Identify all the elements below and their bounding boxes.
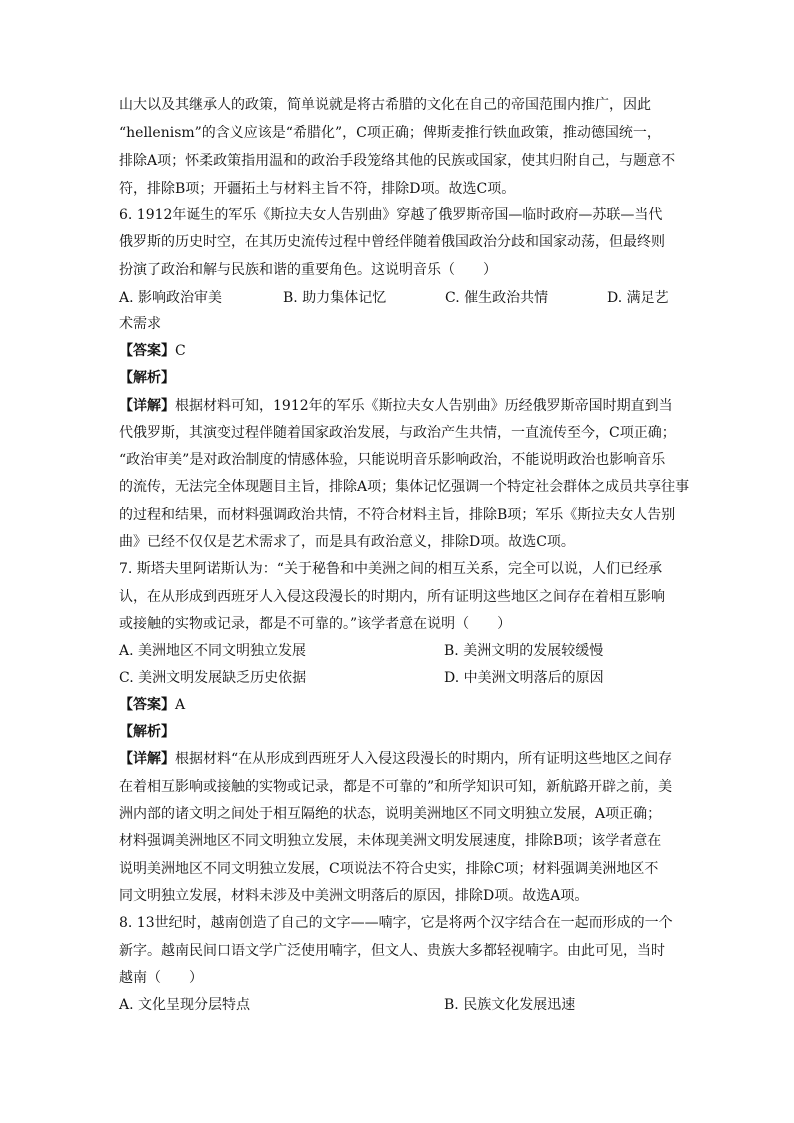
q7-detail-line-4: 材料强调美洲地区不同文明独立发展，未体现美洲文明发展速度，排除B项；该学者意在 <box>119 833 662 849</box>
prev-explanation-line-1: 山大以及其继承人的政策，简单说就是将古希腊的文化在自己的帝国范围内推广，因此 <box>119 97 651 113</box>
q7-detail-line-2: 在着相互影响或接触的实物或记录，都是不可靠的”和所学知识可知，新航路开辟之前，美 <box>119 779 673 795</box>
q6-analysis-heading <box>119 369 175 387</box>
q7-detail-line-6: 同文明独立发展，材料未涉及中美洲文明落后的原因，排除D项。故选A项。 <box>119 888 589 904</box>
q7-detail-text-1: 根据材料“在从形成到西班牙人入侵这段漫长的时期内，所有证明这些地区之间存 <box>175 751 673 767</box>
q6-detail-line-5: 的过程和结果，而材料强调政治共情，不符合材料主旨，排除B项；军乐《斯拉夫女人告别 <box>119 507 676 523</box>
q6-detail-line-4: 的流传，无法完全体现题目主旨，排除A项；集体记忆强调一个特定社会群体之成员共享往事 <box>119 479 690 495</box>
q6-stem-line-1: 6. 1912年诞生的军乐《斯拉夫女人告别曲》穿越了俄罗斯帝国—临时政府—苏联—当代 <box>119 207 663 223</box>
q8-option-a: A. 文化呈现分层特点 <box>119 997 251 1013</box>
q6-option-c: C. 催生政治共情 <box>445 290 549 306</box>
q6-detail-text-1: 根据材料可知，1912年的军乐《斯拉夫女人告别曲》历经俄罗斯帝国时期直到当 <box>175 398 673 414</box>
q7-option-a: A. 美洲地区不同文明独立发展 <box>119 643 307 659</box>
q7-answer-line <box>119 696 185 714</box>
q6-answer-value: C <box>175 343 186 359</box>
q8-stem-line-3: 越南（ ） <box>119 970 203 986</box>
q6-detail-line-2: 代俄罗斯，其演变过程伴随着国家政治发展，与政治产生共情，一直流传至今，C项正确； <box>119 425 676 441</box>
q6-stem-line-2: 俄罗斯的历史时空，在其历史流传过程中曾经伴随着俄国政治分歧和国家动荡，但最终则 <box>119 234 665 250</box>
q7-answer-tag: 【答案】 <box>119 697 175 713</box>
q7-option-c: C. 美洲文明发展缺乏历史依据 <box>119 670 307 686</box>
q8-option-b: B. 民族文化发展迅速 <box>444 997 576 1013</box>
q6-detail-line-6: 曲》已经不仅仅是艺术需求了，而是具有政治意义，排除D项。故选C项。 <box>119 534 575 550</box>
q7-detail-tag: 【详解】 <box>119 751 175 767</box>
q6-answer-tag: 【答案】 <box>119 343 175 359</box>
prev-explanation-line-3: 排除A项；怀柔政策指用温和的政治手段笼络其他的民族或国家，使其归附自己，与题意不 <box>119 153 676 169</box>
prev-explanation-line-4: 符，排除B项；开疆拓土与材料主旨不符，排除D项。故选C项。 <box>119 181 516 197</box>
q6-option-d: D. 满足艺 <box>607 290 669 306</box>
q6-option-b: B. 助力集体记忆 <box>283 290 387 306</box>
q6-detail-tag: 【详解】 <box>119 398 175 414</box>
q6-stem-line-3: 扮演了政治和解与民族和谐的重要角色。这说明音乐（ ） <box>119 262 497 278</box>
q7-detail-line-1 <box>119 750 672 768</box>
q7-stem-line-2: 认，在从形成到西班牙人入侵这段漫长的时期内，所有证明这些地区之间存在着相互影响 <box>119 589 665 605</box>
q7-stem-line-1: 7. 斯塔夫里阿诺斯认为：“关于秘鲁和中美洲之间的相互关系，完全可以说，人们已经承 <box>119 561 662 577</box>
q7-option-d: D. 中美洲文明落后的原因 <box>444 670 604 686</box>
prev-explanation-line-2: “hellenism”的含义应该是“希腊化”，C项正确；俾斯麦推行铁血政策，推动德国统一， <box>119 125 661 141</box>
q6-analysis-tag: 【解析】 <box>119 370 175 386</box>
q6-option-a: A. 影响政治审美 <box>119 290 223 306</box>
q7-detail-line-5: 说明美洲地区不同文明独立发展，C项说法不符合史实，排除C项；材料强调美洲地区不 <box>119 861 659 877</box>
q6-detail-line-1 <box>119 397 673 415</box>
q8-stem-line-2: 新字。越南民间口语文学广泛使用喃字，但文人、贵族大多都轻视喃字。由此可见，当时 <box>119 943 665 959</box>
q7-analysis-tag: 【解析】 <box>119 724 175 740</box>
q6-detail-line-3: “政治审美”是对政治制度的情感体验，只能说明音乐影响政治，不能说明政治也影响音乐 <box>119 452 666 468</box>
q7-answer-value: A <box>175 697 186 713</box>
q6-option-d-continued: 术需求 <box>119 316 161 332</box>
q7-stem-line-3: 或接触的实物或记录，都是不可靠的。”该学者意在说明（ ） <box>119 616 512 632</box>
q7-detail-line-3: 洲内部的诸文明之间处于相互隔绝的状态，说明美洲地区不同文明独立发展，A项正确； <box>119 806 662 822</box>
q6-answer-line <box>119 342 186 360</box>
q8-stem-line-1: 8. 13世纪时，越南创造了自己的文字——喃字，它是将两个汉字结合在一起而形成的一个 <box>119 915 673 931</box>
q7-analysis-heading <box>119 723 175 741</box>
q7-option-b: B. 美洲文明的发展较缓慢 <box>444 643 604 659</box>
